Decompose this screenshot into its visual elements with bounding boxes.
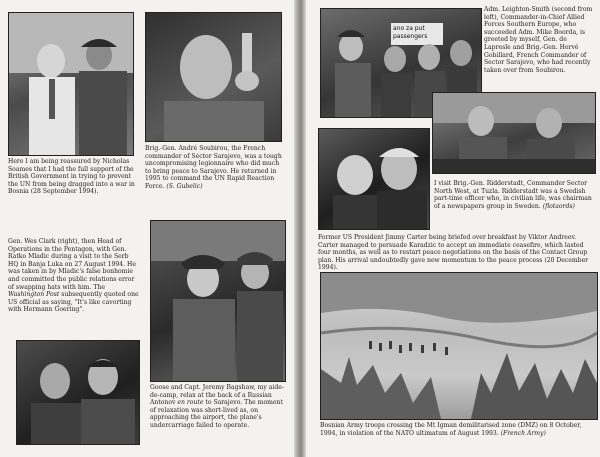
photo-soames <box>8 12 134 156</box>
caption-soubirou <box>145 145 285 191</box>
caption-ridderstadt-text: I visit Brig.-Gen. Ridderstadt, Commander Sector North West, at Tuzla. Ridderstadt was a Swedish part-time officer who, in civilian life, was chairman of a newspapers group in Sweden. <box>434 180 592 210</box>
caption-clark <box>8 238 140 314</box>
sign-text: ano za put passengers <box>393 25 428 40</box>
photo-clark-mladic <box>150 220 286 382</box>
caption-bosnian-credit: (French Army) <box>500 429 546 437</box>
caption-clark-tail: subsequently quoted one US official as saying, "It's like cavorting with Hermann Goering". <box>8 291 139 314</box>
caption-goose <box>150 384 288 430</box>
photo-goose-bagshaw <box>16 340 140 445</box>
photo-bosnian-troops <box>320 272 598 420</box>
caption-soubirou-text: Brig.-Gen. André Soubirou, the French commander of Sector Sarajevo, was a tough uncompromising legionnaire who did much to bring peace to Sarajevo. He returned in 1995 to command the UN Rapid Reaction Force. <box>145 145 282 190</box>
photo-soubirou <box>145 12 282 142</box>
caption-leighton-smith <box>484 6 594 74</box>
caption-carter <box>318 234 594 272</box>
caption-clark-text: Gen. Wes Clark (right), then Head of Operations in the Pentagon, with Gen. Ratko Mladic during a visit to the Serb HQ in Banja Luka on 27 August 1994. He was taken in by Mladic's false bonhomie and committed the public relations error of swapping hats with him. The <box>8 238 136 291</box>
caption-clark-paper: Washington Post <box>8 291 60 299</box>
caption-ridderstadt <box>434 180 596 210</box>
photo-ridderstadt <box>432 92 596 174</box>
caption-soames <box>8 158 136 196</box>
caption-bosnian <box>320 422 598 437</box>
caption-goose-italic: en route <box>177 399 204 407</box>
photo-carter <box>318 128 430 230</box>
caption-soubirou-credit: (S. Gubelic) <box>166 182 203 190</box>
book-gutter <box>294 0 306 457</box>
caption-carter-text: Former US President Jimmy Carter being briefed over breakfast by Viktor Andreev. Carter managed to persuade Karadzic to accept an immediate ceasefire, which lasted four months, as well as to restart peace negotiations on the basis of the Contact Group plan. His arrival undoubtedly gave new momentum to the peace process (20 December 1994). <box>318 234 589 272</box>
caption-leighton-smith-text: Adm. Leighton-Smith (second from left), Commander-in-Chief Allied Forces Southern Europe, who succeeded Adm. Mike Boorda, is greeted by myself, Gen. de Lapresle and Brig.-Gen. Hervé Gobillard, French Commander of Sector Sarajevo, who had recently taken over from Soubirou. <box>484 6 593 74</box>
caption-soames-text: Here I am being reassured by Nicholas Soames that I had the full support of the British Government in trying to prevent the UN from being dragged into a war in Bosnia (28 September 1994). <box>8 158 135 196</box>
caption-goose-tail: to Sarajevo. The moment of relaxation was short-lived as, on approaching the airport, the plane's undercarriage failed to operate. <box>150 399 283 429</box>
caption-goose-text: Goose and Capt. Jeremy Bagshaw, my aide-de-camp, relax at the back of a Russian Antonov <box>150 384 284 407</box>
caption-ridderstadt-credit: (flotaords) <box>542 202 575 210</box>
left-page <box>0 0 294 457</box>
caption-bosnian-text: Bosnian Army troops crossing the Mt Igman demilitarised zone (DMZ) on 8 October, 1994, in violation of the NATO ultimatum of August 1993. <box>320 422 582 437</box>
right-page <box>306 0 600 457</box>
